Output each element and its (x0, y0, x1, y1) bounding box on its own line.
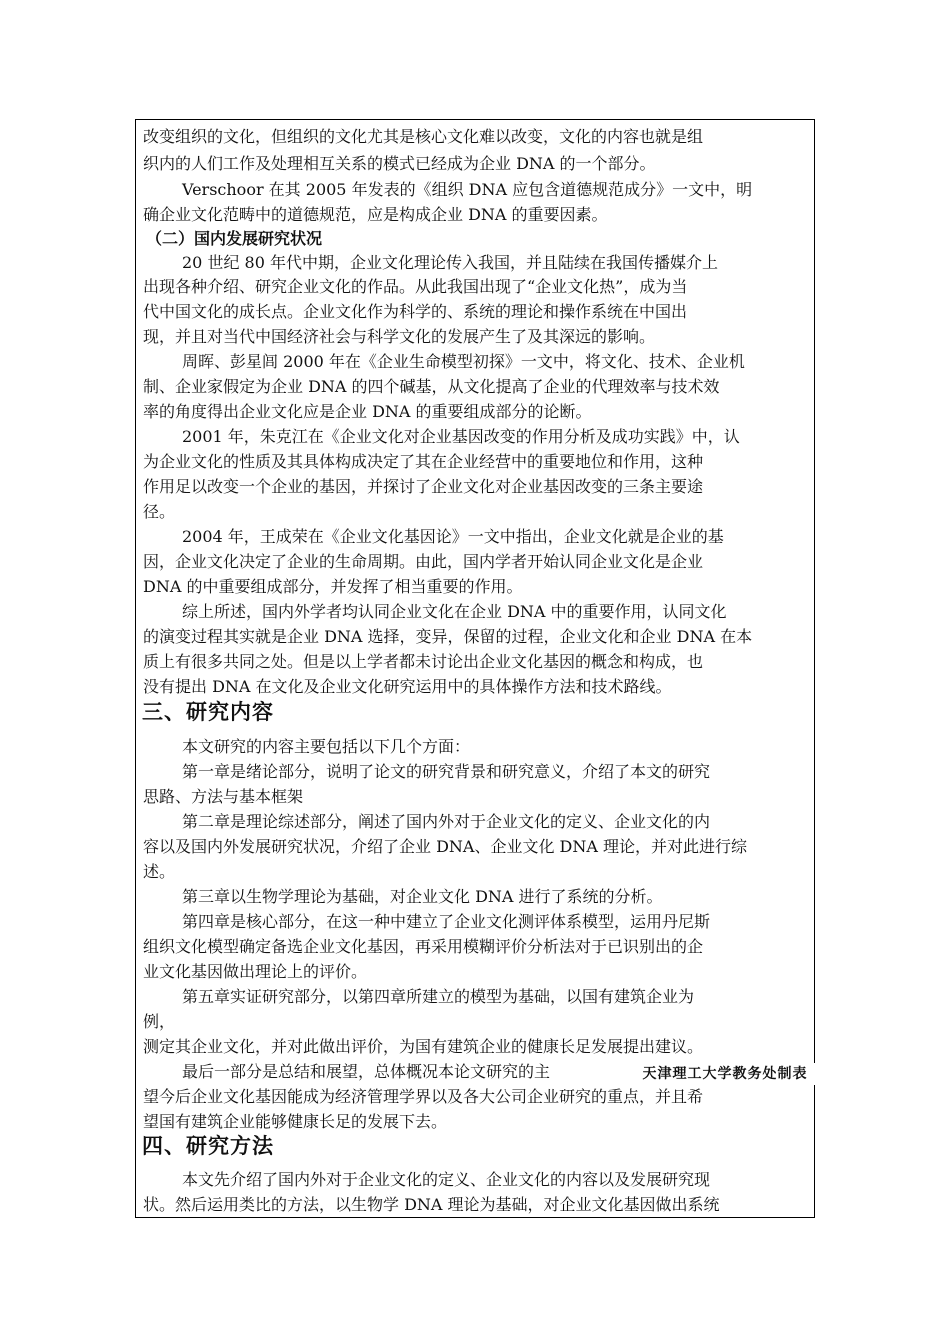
paragraph-line: 容以及国内外发展研究状况，介绍了企业 DNA、企业文化 DNA 理论，并对此进行综 (143, 837, 748, 856)
paragraph-line: 第二章是理论综述部分，阐述了国内外对于企业文化的定义、企业文化的内 (182, 812, 711, 831)
paragraph-line: 例， (143, 1012, 176, 1031)
paragraph-line: 率的角度得出企业文化应是企业 DNA 的重要组成部分的论断。 (143, 402, 592, 421)
paragraph-line: 周晖、彭星闾 2000 年在《企业生命模型初探》一文中，将文化、技术、企业机 (182, 352, 745, 371)
paragraph-line: 述。 (143, 862, 176, 881)
paragraph-line: 最后一部分是总结和展望，总体概况本论文研究的主 (182, 1062, 551, 1081)
issuer-stamp: 天津理工大学教务处制表 (632, 1063, 818, 1085)
paragraph-line: 望今后企业文化基因能成为经济管理学界以及各大公司企业研究的重点，并且希 (143, 1087, 704, 1106)
paragraph-line: 的演变过程其实就是企业 DNA 选择，变异，保留的过程，企业文化和企业 DNA 在本 (143, 627, 753, 646)
paragraph-line: 业文化基因做出理论上的评价。 (143, 962, 368, 981)
section-heading: 三、研究内容 (142, 699, 274, 724)
section-heading: 四、研究方法 (142, 1133, 274, 1158)
paragraph-line: 测定其企业文化，并对此做出评价，为国有建筑企业的健康长足发展提出建议。 (143, 1037, 704, 1056)
paragraph-line: 思路、方法与基本框架 (143, 787, 304, 806)
section-subheading: （二）国内发展研究状况 (146, 229, 323, 248)
paragraph-line: 第三章以生物学理论为基础，对企业文化 DNA 进行了系统的分析。 (182, 887, 663, 906)
paragraph-line: 望国有建筑企业能够健康长足的发展下去。 (143, 1112, 448, 1131)
paragraph-line: 第一章是绪论部分，说明了论文的研究背景和研究意义，介绍了本文的研究 (182, 762, 711, 781)
paragraph-line: 出现各种介绍、研究企业文化的作品。从此我国出现了“企业文化热”，成为当 (143, 277, 688, 296)
paragraph-line: 组织文化模型确定备选企业文化基因，再采用模糊评价分析法对于已识别出的企 (143, 937, 704, 956)
paragraph-line: 制、企业家假定为企业 DNA 的四个碱基，从文化提高了企业的代理效率与技术效 (143, 377, 720, 396)
paragraph-line: 2001 年，朱克江在《企业文化对企业基因改变的作用分析及成功实践》中，认 (182, 427, 740, 446)
paragraph-line: 确企业文化范畴中的道德规范，应是构成企业 DNA 的重要因素。 (143, 205, 608, 224)
paragraph-line: 质上有很多共同之处。但是以上学者都未讨论出企业文化基因的概念和构成，也 (143, 652, 704, 671)
paragraph-line: DNA 的中重要组成部分，并发挥了相当重要的作用。 (143, 577, 523, 596)
paragraph-line: Verschoor 在其 2005 年发表的《组织 DNA 应包含道德规范成分》一文中，明 (182, 180, 753, 199)
paragraph-line: 20 世纪 80 年代中期，企业文化理论传入我国，并且陆续在我国传播媒介上 (182, 253, 718, 272)
paragraph-line: 本文研究的内容主要包括以下几个方面： (182, 737, 471, 756)
paragraph-line: 改变组织的文化，但组织的文化尤其是核心文化难以改变，文化的内容也就是组 (143, 127, 704, 146)
paragraph-line: 为企业文化的性质及其具体构成决定了其在企业经营中的重要地位和作用，这种 (143, 452, 704, 471)
paragraph-line: 没有提出 DNA 在文化及企业文化研究运用中的具体操作方法和技术路线。 (143, 677, 672, 696)
paragraph-line: 织内的人们工作及处理相互关系的模式已经成为企业 DNA 的一个部分。 (143, 154, 656, 173)
paragraph-line: 2004 年，王成荣在《企业文化基因论》一文中指出，企业文化就是企业的基 (182, 527, 724, 546)
paragraph-line: 综上所述，国内外学者均认同企业文化在企业 DNA 中的重要作用，认同文化 (182, 602, 727, 621)
paragraph-line: 作用足以改变一个企业的基因，并探讨了企业文化对企业基因改变的三条主要途 (143, 477, 704, 496)
paragraph-line: 第四章是核心部分，在这一种中建立了企业文化测评体系模型，运用丹尼斯 (182, 912, 711, 931)
paragraph-line: 第五章实证研究部分，以第四章所建立的模型为基础，以国有建筑企业为 (182, 987, 695, 1006)
paragraph-line: 状。然后运用类比的方法，以生物学 DNA 理论为基础，对企业文化基因做出系统 (143, 1195, 720, 1214)
paragraph-line: 径。 (143, 502, 176, 521)
paragraph-line: 代中国文化的成长点。企业文化作为科学的、系统的理论和操作系统在中国出 (143, 302, 688, 321)
paragraph-line: 本文先介绍了国内外对于企业文化的定义、企业文化的内容以及发展研究现 (182, 1170, 711, 1189)
paragraph-line: 现，并且对当代中国经济社会与科学文化的发展产生了及其深远的影响。 (143, 327, 656, 346)
paragraph-line: 因，企业文化决定了企业的生命周期。由此，国内学者开始认同企业文化是企业 (143, 552, 704, 571)
